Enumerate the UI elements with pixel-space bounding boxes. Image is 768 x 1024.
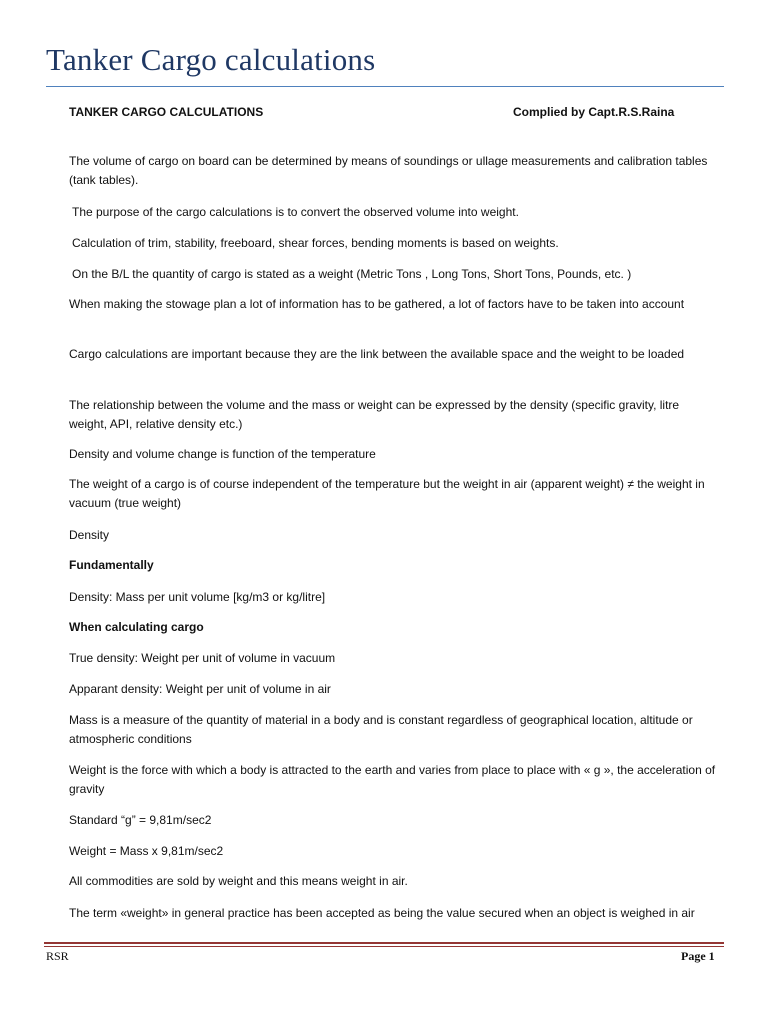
paragraph: The weight of a cargo is of course independent of the temperature but the weight in air (apparent weight) ≠ the weight in vacuum (true weight)	[69, 477, 705, 510]
paragraph: True density: Weight per unit of volume in vacuum	[69, 651, 336, 665]
paragraph: Standard “g” = 9,81m/sec2	[69, 813, 212, 827]
paragraph: Apparant density: Weight per unit of volume in air	[69, 682, 331, 696]
footer-rule-thin	[44, 946, 724, 947]
footer-author: RSR	[46, 949, 69, 963]
paragraph: The purpose of the cargo calculations is to convert the observed volume into weight.	[72, 205, 519, 219]
paragraph: Density: Mass per unit volume [kg/m3 or kg/litre]	[69, 590, 326, 604]
paragraph: Weight = Mass x 9,81m/sec2	[69, 844, 224, 858]
paragraph: The relationship between the volume and the mass or weight can be expressed by the density (specific gravity, litre weight, API, relative density etc.)	[69, 398, 680, 431]
paragraph: When making the stowage plan a lot of information has to be gathered, a lot of factors have to be taken into account	[69, 297, 685, 311]
paragraph: The volume of cargo on board can be determined by means of soundings or ullage measurements and calibration tables (tank tables).	[69, 154, 708, 187]
paragraph-heading: Fundamentally	[69, 558, 154, 572]
paragraph: Density and volume change is function of the temperature	[69, 447, 376, 461]
footer-rule-thick	[44, 942, 724, 944]
paragraph: The term «weight» in general practice has been accepted as being the value secured when an object is weighed in air	[69, 906, 695, 920]
paragraph: Weight is the force with which a body is attracted to the earth and varies from place to place with « g », the acceleration of gravity	[69, 763, 716, 796]
header-left-label: TANKER CARGO CALCULATIONS	[69, 105, 264, 119]
paragraph-heading: When calculating cargo	[69, 620, 204, 634]
paragraph: All commodities are sold by weight and this means weight in air.	[69, 874, 408, 888]
page-title: Tanker Cargo calculations	[46, 42, 376, 77]
header-right-label: Complied by Capt.R.S.Raina	[513, 105, 675, 119]
paragraph: On the B/L the quantity of cargo is stated as a weight (Metric Tons , Long Tons, Short Tons, Pounds, etc. )	[72, 267, 632, 281]
paragraph: Cargo calculations are important because they are the link between the available space and the weight to be loaded	[69, 347, 685, 361]
paragraph: Mass is a measure of the quantity of material in a body and is constant regardless of geographical location, altitude or atmospheric conditions	[69, 713, 693, 746]
paragraph: Density	[69, 528, 110, 542]
title-rule	[46, 86, 724, 87]
page-number: Page 1	[681, 949, 715, 963]
paragraph: Calculation of trim, stability, freeboard, shear forces, bending moments is based on weights.	[72, 236, 559, 250]
